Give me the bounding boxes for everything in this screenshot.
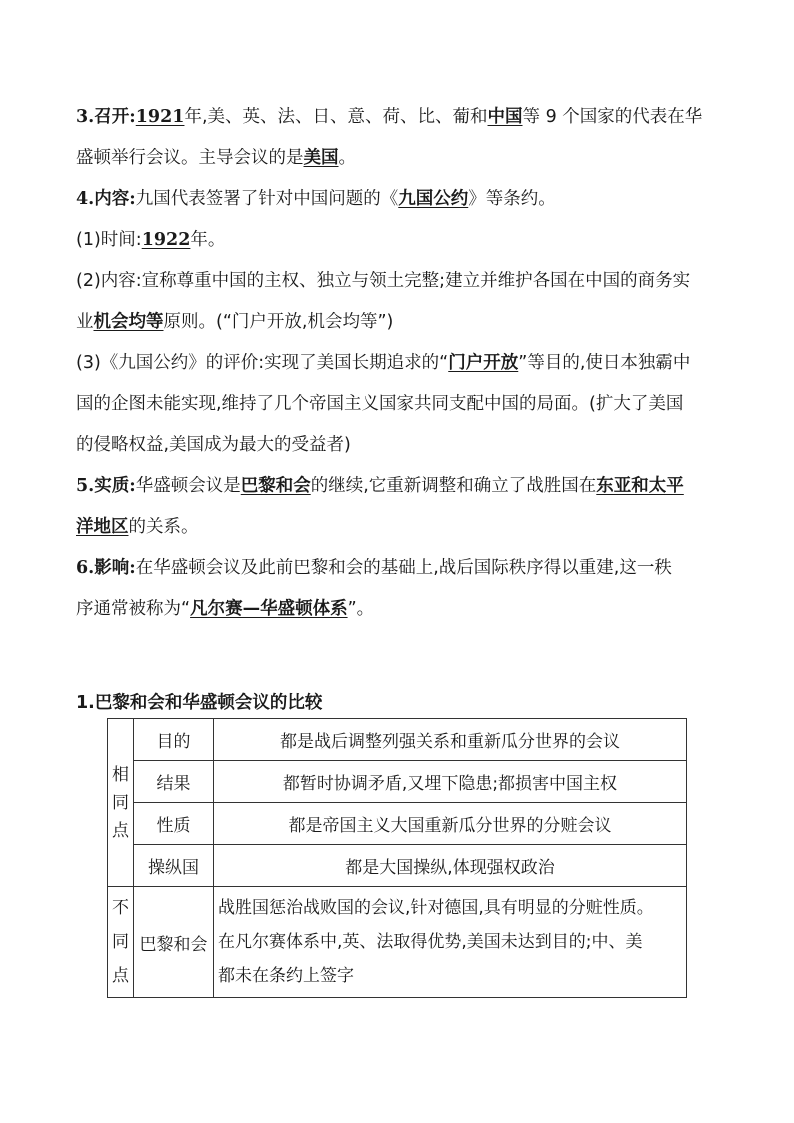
row-category: 性质 [134, 803, 214, 845]
table-row [108, 887, 687, 998]
paragraph-5-line-1 [76, 466, 722, 507]
label-essence: 5.实质: [76, 476, 136, 496]
text: 华盛顿会议是 [135, 476, 241, 496]
text: 等 9 个国家的代表在华 [522, 107, 703, 127]
description-line: 都未在条约上签字 [218, 966, 354, 986]
row-description: 都是战后调整列强关系和重新瓜分世界的会议 [214, 719, 687, 761]
paragraph-4-1 [76, 220, 722, 261]
paragraph-4-3-line-1 [76, 343, 722, 384]
text: 序通常被称为“ [76, 599, 191, 619]
paragraph-6-line-1 [76, 548, 722, 589]
text: ”。 [347, 599, 375, 619]
text: 的侵略权益,美国成为最大的受益者) [76, 435, 351, 455]
paragraph-4-2-line-2 [76, 302, 722, 343]
keyword-open-door: 门户开放 [448, 353, 519, 373]
label-impact: 6.影响: [76, 558, 136, 578]
text: 在华盛顿会议及此前巴黎和会的基础上,战后国际秩序得以重建,这一秩 [135, 558, 672, 578]
header-char: 相 [112, 764, 129, 785]
keyword-equal-opportunity: 机会均等 [93, 312, 164, 332]
comparison-title: 1.巴黎和会和华盛顿会议的比较 [76, 693, 323, 713]
keyword-paris-peace-conference: 巴黎和会 [240, 476, 311, 496]
row-category: 目的 [134, 719, 214, 761]
paragraph-3-line-2 [76, 138, 722, 179]
label-content: 4.内容: [76, 189, 136, 209]
row-category: 操纵国 [134, 845, 214, 887]
document-body [76, 97, 722, 630]
row-description: 都是帝国主义大国重新瓜分世界的分赃会议 [214, 803, 687, 845]
header-char: 同 [112, 932, 129, 952]
header-char: 不 [112, 898, 129, 918]
row-description [214, 887, 687, 998]
table-row [108, 761, 687, 803]
paragraph-4-2-line-1 [76, 261, 722, 302]
text: 》等条约。 [468, 189, 556, 209]
keyword-china: 中国 [487, 107, 523, 127]
keyword-nine-power-treaty: 九国公约 [398, 189, 469, 209]
label-convene: 3.召开: [76, 107, 136, 127]
paragraph-4 [76, 179, 722, 220]
text: 业 [76, 312, 94, 332]
same-points-header [108, 719, 134, 887]
keyword-usa: 美国 [303, 148, 339, 168]
text: (2)内容:宣称尊重中国的主权、独立与领土完整;建立并维护各国在中国的商务实 [76, 271, 691, 291]
table-row [108, 845, 687, 887]
text: 的关系。 [128, 517, 199, 537]
different-points-header [108, 887, 134, 998]
table-row [108, 719, 687, 761]
header-char: 同 [112, 792, 129, 813]
paragraph-6-line-2 [76, 589, 722, 630]
keyword-versailles-washington-system: 凡尔赛—华盛顿体系 [190, 599, 348, 619]
table-row [108, 803, 687, 845]
text: (1)时间: [76, 230, 142, 250]
text: 原则。(“门户开放,机会均等”) [163, 312, 394, 332]
text: 九国代表签署了针对中国问题的《 [135, 189, 399, 209]
comparison-table [107, 718, 687, 998]
paragraph-3-line-1 [76, 97, 722, 138]
paragraph-5-line-2 [76, 507, 722, 548]
text: 。 [338, 148, 356, 168]
text: (3)《九国公约》的评价:实现了美国长期追求的“ [76, 353, 449, 373]
description-line: 战胜国惩治战败国的会议,针对德国,具有明显的分赃性质。 [218, 898, 654, 918]
paragraph-4-3-line-2 [76, 384, 722, 425]
header-char: 点 [112, 966, 129, 986]
text: ”等目的,使日本独霸中 [518, 353, 691, 373]
year-1921: 1921 [135, 107, 185, 127]
keyword-east-asia-pacific: 东亚和太平 [596, 476, 684, 496]
row-description: 都暂时协调矛盾,又埋下隐患;都损害中国主权 [214, 761, 687, 803]
description-line: 在凡尔赛体系中,英、法取得优势,美国未达到目的;中、美 [218, 932, 643, 952]
year-1922: 1922 [141, 230, 191, 250]
row-category: 巴黎和会 [134, 887, 214, 998]
header-char: 点 [112, 820, 129, 841]
text: 国的企图未能实现,维持了几个帝国主义国家共同支配中国的局面。(扩大了美国 [76, 394, 684, 414]
row-category: 结果 [134, 761, 214, 803]
text: 年。 [190, 230, 226, 250]
text: 盛顿举行会议。主导会议的是 [76, 148, 304, 168]
paragraph-4-3-line-3 [76, 425, 722, 466]
keyword-region: 洋地区 [76, 517, 129, 537]
text: 年,美、英、法、日、意、荷、比、葡和 [184, 107, 488, 127]
text: 的继续,它重新调整和确立了战胜国在 [310, 476, 597, 496]
row-description: 都是大国操纵,体现强权政治 [214, 845, 687, 887]
